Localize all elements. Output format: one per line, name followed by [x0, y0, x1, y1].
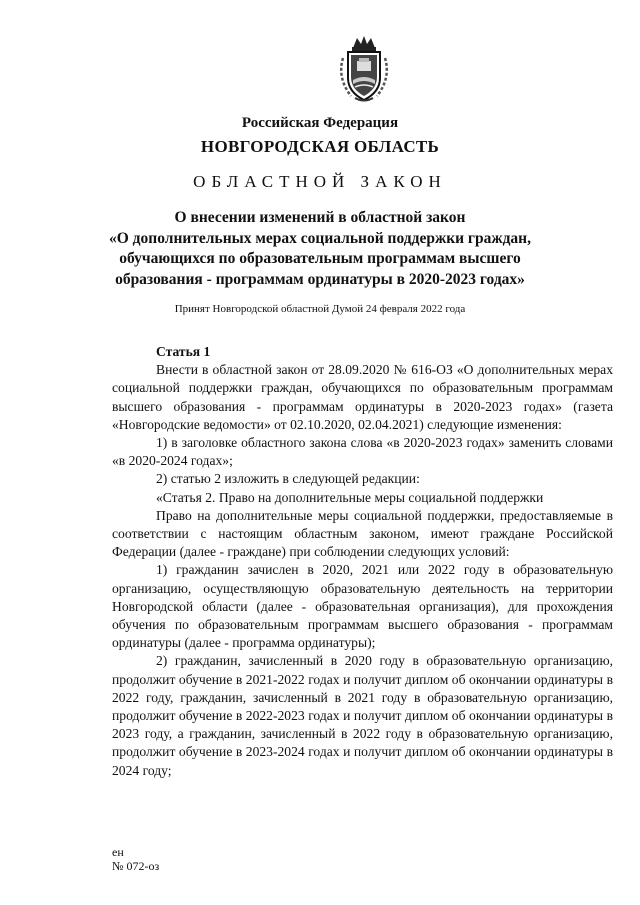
quoted-article-intro: Право на дополнительные меры социальной поддержки, предоставляемые в соответствии с настоящим областным законом, имеют граждане Российской Федерации (далее - граждане) при соблюдении следующих условий:: [112, 507, 613, 560]
adoption-note: Принят Новгородской областной Думой 24 февраля 2022 года: [174, 303, 466, 315]
amendment-item-1: 1) в заголовке областного закона слова «в 2020-2023 годах» заменить словами «в 2020-2024 годах»;: [112, 435, 613, 469]
law-title-line: обучающихся по образовательным программам высшего: [119, 250, 521, 267]
document-footer: [112, 845, 159, 873]
condition-1: 1) гражданин зачислен в 2020, 2021 или 2022 году в образовательную организацию, осуществляющую образовательную деятельность на территории Новгородской области (далее - образовательная организация), для прохождения обучения по образовательным программам высшего образования - программам ординатуры (далее - программа ординатуры);: [112, 562, 613, 651]
article-heading: Статья 1: [156, 344, 211, 359]
article-intro: Внести в областной закон от 28.09.2020 № 616-ОЗ «О дополнительных мерах социальной поддержки граждан, обучающихся по образовательным программам высшего образования - программам ординатуры в 2020-2023 годах» (газета «Новгородские ведомости» от 02.10.2020, 02.04.2021) следующие изменения:: [112, 362, 613, 432]
quoted-article-heading: «Статья 2. Право на дополнительные меры социальной поддержки: [156, 489, 544, 505]
region-heading: НОВГОРОДСКАЯ ОБЛАСТЬ: [200, 137, 440, 156]
amendment-item-2: 2) статью 2 изложить в следующей редакции:: [156, 471, 420, 487]
document-body: [112, 343, 613, 780]
law-title-line: образования - программам ординатуры в 2020-2023 годах»: [115, 270, 525, 288]
condition-2: 2) гражданин, зачисленный в 2020 году в образовательную организацию, продолжит обучение в 2021-2022 годах и получит диплом об окончании ординатуры в 2022 году, гражданин, зачисленный в 2021 году в образовательную организацию, продолжит обучение в 2022-2023 годах и получит диплом об окончании ординатуры в 2023 году, а гражданин, зачисленный в 2022 году в образовательную организацию, продолжит обучение в 2023-2024 годах и получит диплом об окончании ординатуры в 2024 году;: [112, 653, 613, 778]
law-title-line: «О дополнительных мерах социальной поддержки граждан,: [109, 229, 531, 247]
footer-number: № 072-оз: [112, 859, 160, 873]
coat-of-arms-emblem: [331, 34, 397, 104]
footer-initials: ен: [112, 845, 124, 859]
law-title: [0, 208, 640, 290]
law-title-line: О внесении изменений в областной закон: [174, 209, 466, 226]
federation-heading: Российская Федерация: [241, 115, 399, 131]
law-type-heading: ОБЛАСТНОЙ ЗАКОН: [193, 172, 447, 191]
